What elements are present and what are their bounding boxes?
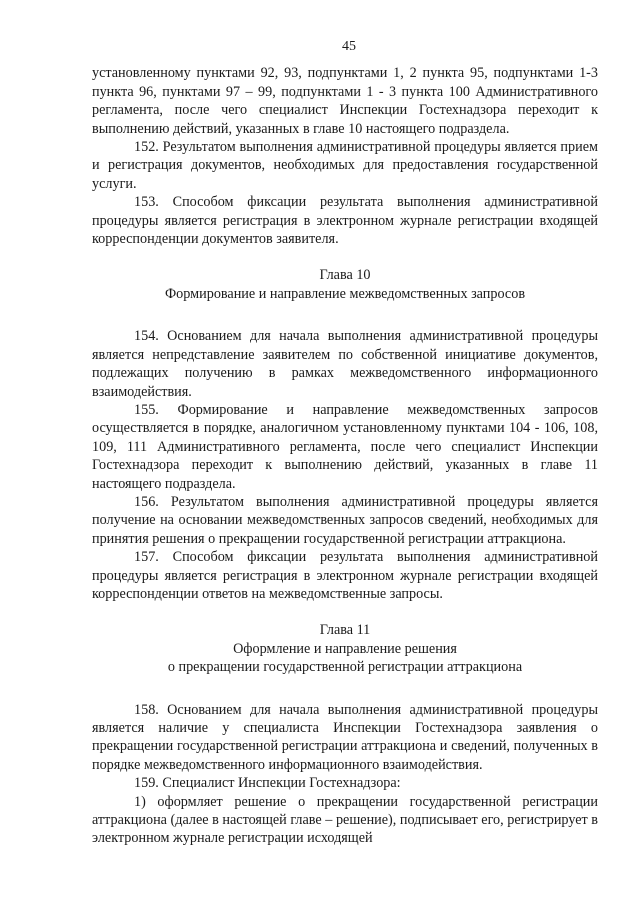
paragraph-159: 159. Специалист Инспекции Гостехнадзора: [134,775,401,792]
document-page [92,38,598,848]
paragraph-152: 152. Результатом выполнения административной процедуры является прием и регистрация документов, необходимых для предоставления государственной услуги. [92,139,598,192]
paragraph-156: 156. Результатом выполнения административной процедуры является получение на основании межведомственных запросов сведений, необходимых для принятия решения о прекращении государственной регистрации аттракциона. [92,493,598,547]
paragraph-153: 153. Способом фиксации результата выполнения административной процедуры является регистрация в электронном журнале регистрации входящей корреспонденции документов заявителя. [92,194,598,248]
paragraph-157: 157. Способом фиксации результата выполнения административной процедуры является регистрация в электронном журнале регистрации входящей корреспонденции ответов на межведомственные запросы. [92,549,598,602]
paragraph-intro: установленному пунктами 92, 93, подпунктами 1, 2 пункта 95, подпунктами 1-3 пункта 96, пунктами 97 – 99, подпунктами 1 - 3 пункта 100 Административного регламента, после чего специалист Инспекции Гостехнадзора переходит к выполнению действий, указанных в главе 10 настоящего подраздела. [92,65,598,137]
page-number: 45 [342,39,356,54]
chapter-10-title: Формирование и направление межведомственных запросов [164,285,526,302]
paragraph-158: 158. Основанием для начала выполнения административной процедуры является наличие у специалиста Инспекции Гостехнадзора заявления о прекращении государственной регистрации аттракциона и сведений, полученных в порядке межведомственного информационного взаимодействия. [92,701,598,773]
paragraph-154: 154. Основанием для начала выполнения административной процедуры является непредставление заявителем по собственной инициативе документов, подлежащих получению в рамках межведомственного информационного взаимодействия. [92,328,598,400]
chapter-11-label: Глава 11 [319,622,371,639]
chapter-11-title-line2: о прекращении государственной регистрации аттракциона [167,659,523,676]
chapter-10-label: Глава 10 [319,267,371,284]
chapter-11-title-line1: Оформление и направление решения [233,640,457,657]
paragraph-159-item-1: 1) оформляет решение о прекращении государственной регистрации аттракциона (далее в настоящей главе – решение), подписывает его, регистрирует в электронном журнале регистрации исходящей [92,793,598,847]
paragraph-155: 155. Формирование и направление межведомственных запросов осуществляется в порядке, аналогичном установленному пунктами 104 - 106, 108, 109, 111 Административного регламента, после чего специалист Инспекции Гостехнадзора переходит к выполнению действий, указанных в главе 11 настоящего подраздела. [92,401,598,492]
